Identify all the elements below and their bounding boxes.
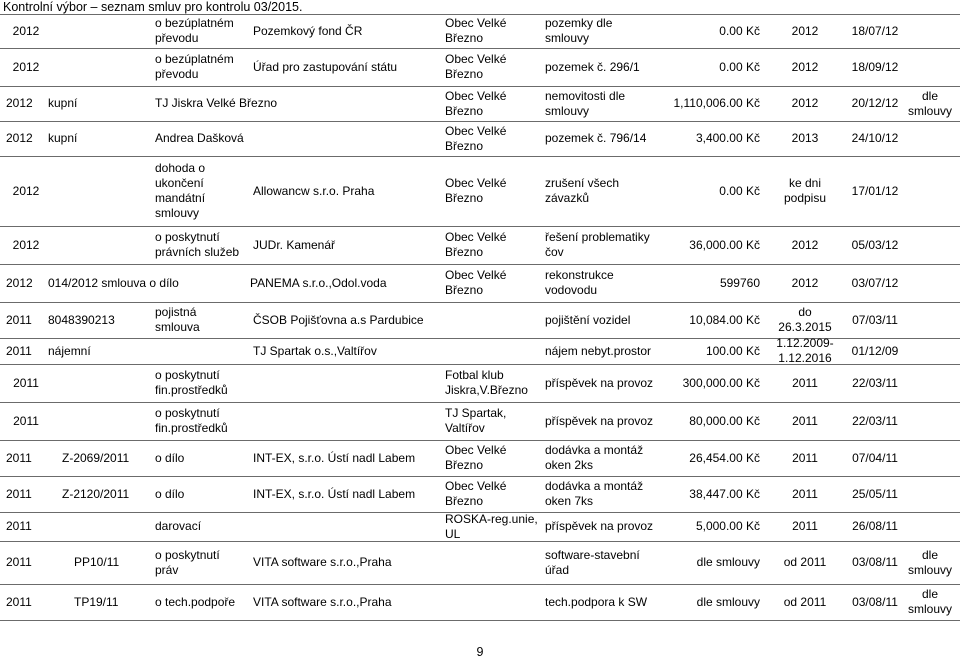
cell-type: kupní xyxy=(48,96,78,110)
cell-price: 0.00 Kč xyxy=(719,24,760,38)
cell-counter: Obec Velké Březno xyxy=(445,52,507,81)
cell-price: 599760 xyxy=(719,276,760,290)
cell-counter: Obec Velké Březno xyxy=(445,176,507,205)
cell-year: 2011 xyxy=(6,451,32,465)
cell-term: 2011 xyxy=(792,487,818,501)
row-divider xyxy=(0,86,960,87)
cell-type2: o tech.podpoře xyxy=(155,595,236,609)
cell-subject: software-stavební úřad xyxy=(545,548,640,577)
row-divider xyxy=(0,440,960,441)
cell-subject: zrušení všech závazků xyxy=(545,176,620,205)
cell-party: Úřad pro zastupování státu xyxy=(253,60,398,74)
cell-date: 05/03/12 xyxy=(851,238,899,252)
cell-party: JUDr. Kamenář xyxy=(253,238,336,252)
cell-term: 1.12.2009- 1.12.2016 xyxy=(776,336,834,365)
cell-year: 2011 xyxy=(6,313,32,327)
cell-date: 25/05/11 xyxy=(852,487,898,501)
cell-term: od 2011 xyxy=(783,555,827,569)
cell-type: kupní xyxy=(48,131,78,145)
cell-type: 8048390213 xyxy=(48,313,115,327)
row-divider xyxy=(0,264,960,265)
cell-type: PP10/11 xyxy=(74,555,120,569)
cell-type2: o dílo xyxy=(155,487,185,501)
cell-counter: Obec Velké Březno xyxy=(445,479,507,508)
cell-year: 2012 xyxy=(12,24,40,38)
cell-subject: dodávka a montáž oken 2ks xyxy=(545,443,644,472)
cell-party: PANEMA s.r.o.,Odol.voda xyxy=(250,276,387,290)
row-divider xyxy=(0,226,960,227)
row-divider xyxy=(0,156,960,157)
cell-subject: příspěvek na provoz xyxy=(545,376,654,390)
cell-term: 2011 xyxy=(792,376,818,390)
cell-type: 014/2012 smlouva o dílo xyxy=(48,276,179,290)
cell-price: 80,000.00 Kč xyxy=(689,414,760,428)
cell-price: 300,000.00 Kč xyxy=(682,376,760,390)
cell-party: Allowancw s.r.o. Praha xyxy=(253,184,375,198)
cell-counter: TJ Spartak, Valtířov xyxy=(445,406,507,435)
cell-type2: o poskytnutí práv xyxy=(155,548,220,577)
cell-subject: řešení problematiky čov xyxy=(545,230,650,259)
cell-party: TJ Jiskra Velké Březno xyxy=(155,96,278,110)
cell-note: dle smlouvy xyxy=(907,587,952,616)
cell-date: 03/07/12 xyxy=(851,276,899,290)
cell-party: VITA software s.r.o.,Praha xyxy=(253,555,392,569)
row-divider xyxy=(0,402,960,403)
cell-type: o poskytnutí právních služeb xyxy=(155,230,240,259)
cell-term: ke dni podpisu xyxy=(783,176,827,205)
cell-term: od 2011 xyxy=(783,595,827,609)
cell-price: 10,084.00 Kč xyxy=(689,313,760,327)
cell-subject: tech.podpora k SW xyxy=(545,595,648,609)
cell-term: 2011 xyxy=(792,519,818,533)
cell-subject: pojištění vozidel xyxy=(545,313,631,327)
row-divider xyxy=(0,584,960,585)
cell-date: 01/12/09 xyxy=(851,344,899,358)
row-divider xyxy=(0,121,960,122)
cell-counter: Obec Velké Březno xyxy=(445,89,507,118)
cell-term: do 26.3.2015 xyxy=(778,305,832,334)
row-divider xyxy=(0,48,960,49)
cell-year: 2011 xyxy=(6,487,32,501)
cell-year: 2012 xyxy=(12,238,40,252)
cell-date: 22/03/11 xyxy=(852,414,898,428)
cell-subject: pozemek č. 796/14 xyxy=(545,131,647,145)
cell-term: 2012 xyxy=(791,238,819,252)
cell-term: 2013 xyxy=(791,131,819,145)
cell-date: 07/03/11 xyxy=(852,313,898,327)
cell-party: TJ Spartak o.s.,Valtířov xyxy=(253,344,377,358)
cell-date: 17/01/12 xyxy=(851,184,899,198)
cell-price: 38,447.00 Kč xyxy=(689,487,760,501)
cell-subject: rekonstrukce vodovodu xyxy=(545,268,614,297)
cell-year: 2011 xyxy=(13,376,39,390)
cell-party: INT-EX, s.r.o. Ústí nadl Labem xyxy=(253,451,416,465)
cell-term: 2012 xyxy=(791,24,819,38)
page-title: Kontrolní výbor – seznam smluv pro kontrolu 03/2015. xyxy=(3,0,303,14)
cell-counter: Obec Velké Březno xyxy=(445,124,507,153)
cell-subject: nemovitosti dle smlouvy xyxy=(545,89,626,118)
cell-party: ČSOB Pojišťovna a.s Pardubice xyxy=(253,313,424,327)
cell-term: 2011 xyxy=(792,451,818,465)
cell-price: dle smlouvy xyxy=(696,595,760,609)
cell-counter: Obec Velké Březno xyxy=(445,268,507,297)
row-divider xyxy=(0,302,960,303)
cell-party: Pozemkový fond ČR xyxy=(253,24,363,38)
row-divider xyxy=(0,14,960,15)
cell-counter: Obec Velké Březno xyxy=(445,230,507,259)
cell-year: 2012 xyxy=(6,96,33,110)
cell-note: dle smlouvy xyxy=(907,89,952,118)
cell-date: 20/12/12 xyxy=(851,96,899,110)
cell-counter: Fotbal klub Jiskra,V.Březno xyxy=(445,368,528,397)
cell-price: 0.00 Kč xyxy=(719,60,760,74)
cell-type: o poskytnutí fin.prostředků xyxy=(155,406,228,435)
row-divider xyxy=(0,620,960,621)
cell-year: 2011 xyxy=(6,555,32,569)
cell-term: 2011 xyxy=(792,414,818,428)
cell-subject: příspěvek na provoz xyxy=(545,414,654,428)
cell-term: 2012 xyxy=(791,60,819,74)
cell-type: o poskytnutí fin.prostředků xyxy=(155,368,228,397)
cell-note: dle smlouvy xyxy=(907,548,952,577)
cell-date: 26/08/11 xyxy=(852,519,898,533)
cell-price: 5,000.00 Kč xyxy=(695,519,760,533)
cell-party: VITA software s.r.o.,Praha xyxy=(253,595,392,609)
cell-party: INT-EX, s.r.o. Ústí nadl Labem xyxy=(253,487,416,501)
cell-price: dle smlouvy xyxy=(696,555,760,569)
cell-year: 2011 xyxy=(6,344,32,358)
cell-date: 03/08/11 xyxy=(852,595,898,609)
cell-date: 24/10/12 xyxy=(851,131,899,145)
cell-type: nájemní xyxy=(48,344,91,358)
cell-party: Andrea Dašková xyxy=(155,131,244,145)
cell-year: 2012 xyxy=(6,131,33,145)
cell-year: 2012 xyxy=(12,184,40,198)
cell-price: 0.00 Kč xyxy=(719,184,760,198)
cell-subject: nájem nebyt.prostor xyxy=(545,344,652,358)
cell-date: 07/04/11 xyxy=(852,451,898,465)
row-divider xyxy=(0,476,960,477)
cell-type: o bezúplatném převodu xyxy=(155,52,234,81)
cell-date: 22/03/11 xyxy=(852,376,898,390)
cell-type: TP19/11 xyxy=(74,595,119,609)
cell-year: 2011 xyxy=(6,595,32,609)
cell-date: 18/09/12 xyxy=(851,60,899,74)
page-number: 9 xyxy=(476,645,484,659)
cell-year: 2011 xyxy=(6,519,32,533)
cell-price: 26,454.00 Kč xyxy=(689,451,760,465)
cell-counter: Obec Velké Březno xyxy=(445,16,507,45)
cell-price: 36,000.00 Kč xyxy=(689,238,760,252)
cell-year: 2012 xyxy=(6,276,33,290)
cell-price: 1,110,006.00 Kč xyxy=(673,96,760,110)
cell-type: Z-2120/2011 xyxy=(62,487,130,501)
cell-term: 2012 xyxy=(791,96,819,110)
cell-type2: o dílo xyxy=(155,451,185,465)
cell-date: 03/08/11 xyxy=(852,555,898,569)
cell-type: o bezúplatném převodu xyxy=(155,16,234,45)
cell-term: 2012 xyxy=(791,276,819,290)
cell-subject: dodávka a montáž oken 7ks xyxy=(545,479,644,508)
cell-subject: příspěvek na provoz xyxy=(545,519,654,533)
cell-counter: Obec Velké Březno xyxy=(445,443,507,472)
cell-date: 18/07/12 xyxy=(851,24,899,38)
cell-year: 2011 xyxy=(13,414,39,428)
cell-subject: pozemky dle smlouvy xyxy=(545,16,613,45)
cell-year: 2012 xyxy=(12,60,40,74)
cell-type: Z-2069/2011 xyxy=(62,451,130,465)
cell-counter: ROSKA-reg.unie, UL xyxy=(445,512,538,541)
cell-price: 100.00 Kč xyxy=(705,344,760,358)
cell-type2: pojistná smlouva xyxy=(155,305,200,334)
cell-price: 3,400.00 Kč xyxy=(695,131,760,145)
cell-subject: pozemek č. 296/1 xyxy=(545,60,640,74)
cell-type: darovací xyxy=(155,519,202,533)
cell-type: dohoda o ukončení mandátní smlouvy xyxy=(155,161,206,220)
